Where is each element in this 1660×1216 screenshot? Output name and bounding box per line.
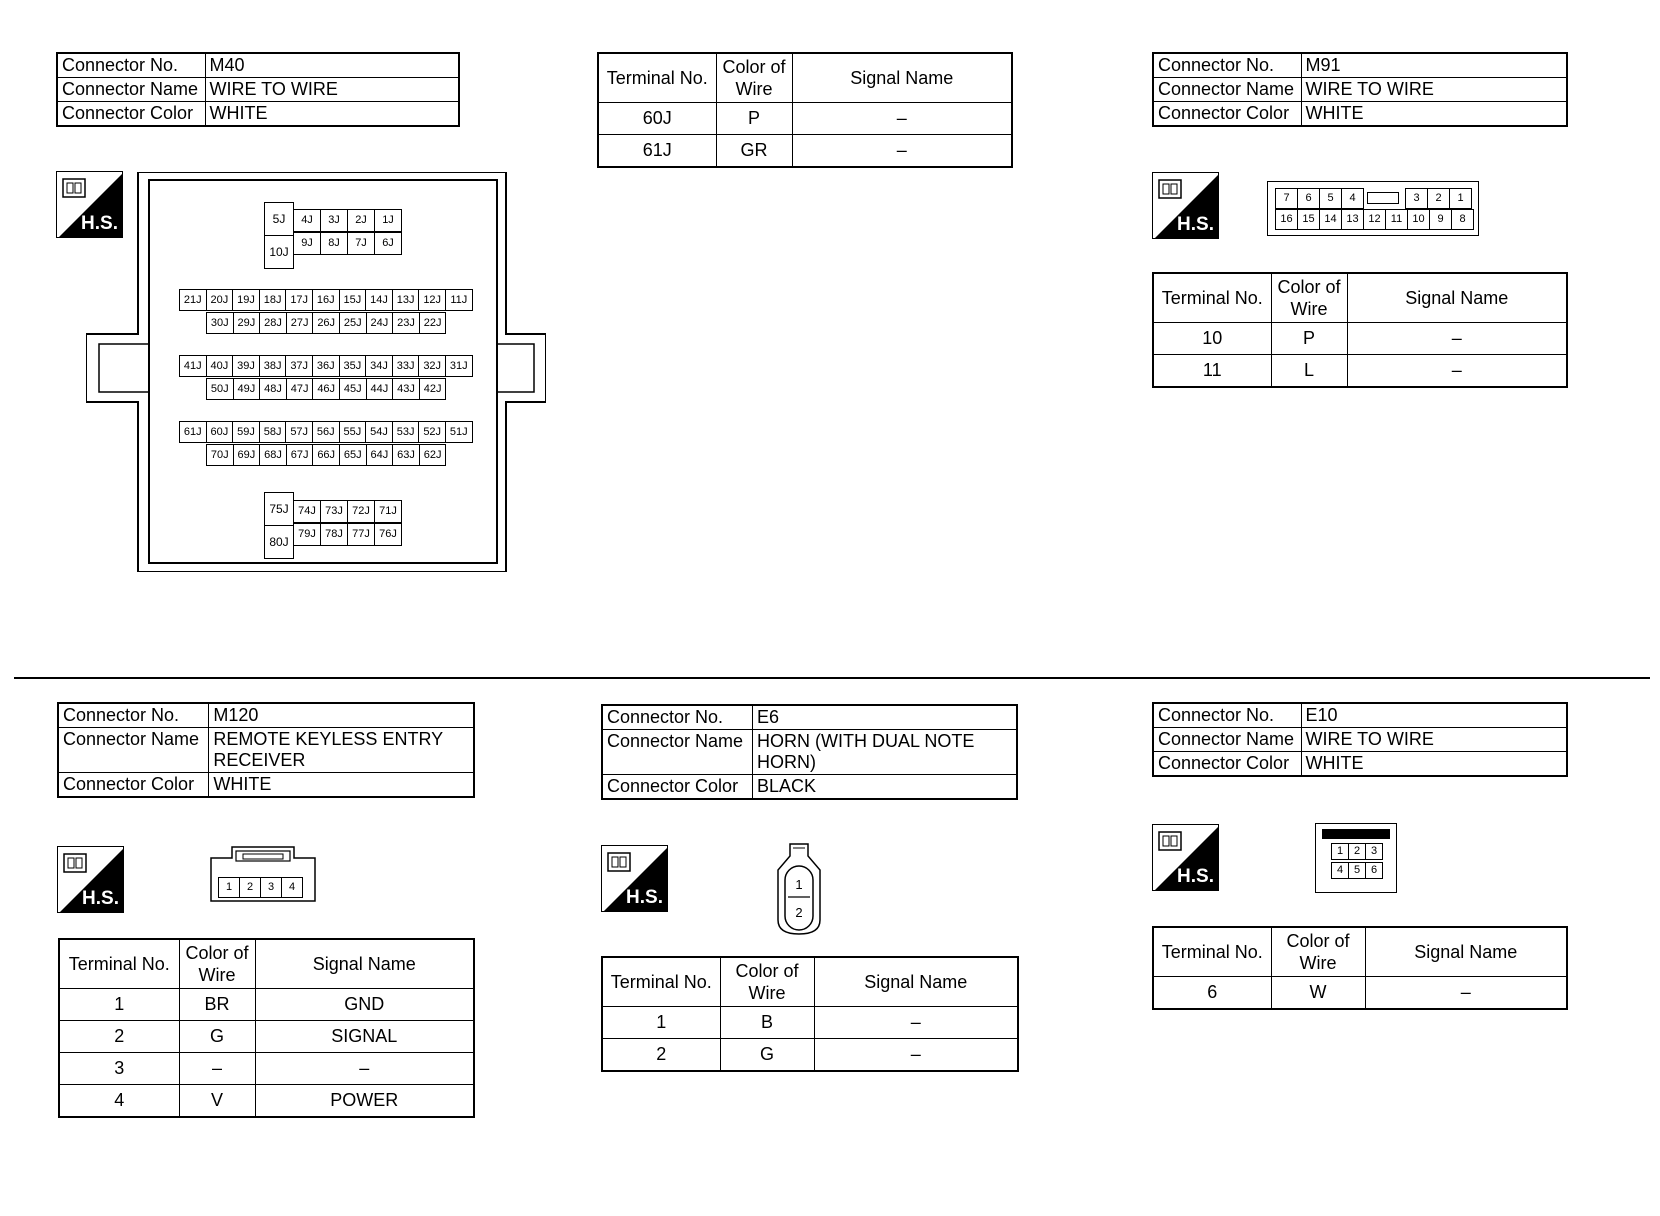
table-row [59, 1053, 474, 1085]
connector-pin: 13 [1341, 209, 1364, 230]
connector-pin: 12 [1363, 209, 1386, 230]
info-label: Connector No. [57, 53, 205, 78]
connector-pin: 22J [419, 312, 447, 334]
info-row [58, 703, 474, 728]
connector-pin: 32J [418, 355, 446, 377]
info-label: Connector Color [58, 773, 209, 798]
connector-pin: 4J [293, 209, 321, 232]
connector-pin: 68J [259, 444, 287, 466]
terminal-no: 10 [1153, 323, 1271, 355]
connector-pin: 46J [312, 378, 340, 400]
e10-info-table [1152, 702, 1568, 777]
connector-pin: 64J [366, 444, 394, 466]
info-value: WHITE [1301, 752, 1567, 777]
info-value: REMOTE KEYLESS ENTRY RECEIVER [209, 728, 474, 773]
terminal-header-row [59, 939, 474, 989]
wire-color: – [179, 1053, 255, 1085]
wire-color: BR [179, 989, 255, 1021]
info-row [1153, 102, 1567, 127]
connector-pin: 60J [206, 421, 234, 443]
m120-pin-grid [210, 846, 316, 902]
connector-pin: 1 [1449, 188, 1472, 209]
terminal-header-row [598, 53, 1012, 103]
connector-pin: 70J [206, 444, 234, 466]
wire-color: V [179, 1085, 255, 1117]
harness-side-icon [1152, 824, 1219, 891]
info-row [1153, 728, 1567, 752]
signal-name: – [1347, 355, 1567, 387]
connector-pin: 45J [339, 378, 367, 400]
info-value: M91 [1301, 53, 1567, 78]
connector-pin: 66J [312, 444, 340, 466]
connector-pin: 3J [320, 209, 348, 232]
info-label: Connector Color [1153, 752, 1301, 777]
hs-label: H.S. [82, 888, 119, 909]
connector-pin: 39J [232, 355, 260, 377]
header-terminal-no: Terminal No. [1153, 927, 1271, 977]
connector-pin: 1 [218, 877, 240, 898]
m91-connector-face [1267, 181, 1479, 236]
connector-pin: 2J [347, 209, 375, 232]
signal-name: POWER [255, 1085, 474, 1117]
connector-pin: 23J [392, 312, 420, 334]
connector-pin: 76J [374, 523, 402, 546]
connector-pin: 7J [347, 232, 375, 255]
info-label: Connector Name [57, 78, 205, 102]
connector-pin: 36J [312, 355, 340, 377]
info-label: Connector Name [1153, 728, 1301, 752]
connector-pin: 10J [264, 235, 294, 269]
info-label: Connector Color [1153, 102, 1301, 127]
connector-pin: 13J [392, 289, 420, 311]
e6-connector-face [776, 842, 822, 936]
header-terminal-no: Terminal No. [598, 53, 716, 103]
signal-name: – [792, 135, 1012, 167]
connector-pin: 6J [374, 232, 402, 255]
connector-pin: 61J [179, 421, 207, 443]
header-signal-name: Signal Name [814, 957, 1018, 1007]
terminal-no: 11 [1153, 355, 1271, 387]
connector-pin: 4 [1331, 862, 1349, 879]
section-divider [14, 677, 1650, 679]
signal-name: – [1365, 977, 1567, 1009]
wire-color: L [1271, 355, 1347, 387]
table-row [598, 135, 1012, 167]
terminal-no: 2 [59, 1021, 179, 1053]
connector-pin: 58J [259, 421, 287, 443]
connector-pin: 37J [285, 355, 313, 377]
connector-pin: 9J [293, 232, 321, 255]
connector-pin: 2 [1348, 843, 1366, 860]
info-row [602, 730, 1017, 775]
connector-pin: 1J [374, 209, 402, 232]
hs-label: H.S. [1177, 214, 1214, 235]
info-value: HORN (WITH DUAL NOTE HORN) [753, 730, 1017, 775]
connector-pin: 48J [259, 378, 287, 400]
connector-pin: 44J [366, 378, 394, 400]
hs-label: H.S. [1177, 866, 1214, 887]
e6-terminal-table [601, 956, 1019, 1072]
header-terminal-no: Terminal No. [59, 939, 179, 989]
e6-info-table [601, 704, 1018, 800]
info-value: E6 [753, 705, 1017, 730]
connector-pin: 57J [285, 421, 313, 443]
connector-pin: 41J [179, 355, 207, 377]
header-terminal-no: Terminal No. [602, 957, 720, 1007]
info-row [57, 53, 459, 78]
connector-pin: 8J [320, 232, 348, 255]
connector-pin: 2 [795, 904, 803, 920]
connector-pin: 55J [339, 421, 367, 443]
connector-pin: 24J [366, 312, 394, 334]
header-color-of-wire: Color of Wire [716, 53, 792, 103]
connector-pin: 29J [233, 312, 261, 334]
connector-pin: 6 [1365, 862, 1383, 879]
terminal-no: 4 [59, 1085, 179, 1117]
harness-side-icon [1152, 172, 1219, 239]
connector-pin: 33J [392, 355, 420, 377]
m91-terminal-table [1152, 272, 1568, 388]
info-label: Connector No. [1153, 703, 1301, 728]
info-label: Connector No. [602, 705, 753, 730]
connector-pin: 40J [206, 355, 234, 377]
header-color-of-wire: Color of Wire [720, 957, 814, 1007]
m40-terminal-table [597, 52, 1013, 168]
terminal-header-row [1153, 273, 1567, 323]
table-row [602, 1007, 1018, 1039]
harness-side-icon [57, 846, 124, 913]
connector-pin: 38J [259, 355, 287, 377]
connector-pin: 75J [264, 492, 294, 526]
signal-name: – [1347, 323, 1567, 355]
connector-pin: 16J [312, 289, 340, 311]
info-value: BLACK [753, 775, 1017, 800]
connector-pin: 35J [339, 355, 367, 377]
info-label: Connector No. [1153, 53, 1301, 78]
info-row [57, 102, 459, 127]
e6-pin-grid [776, 842, 822, 936]
connector-pin: 77J [347, 523, 375, 546]
wire-color: W [1271, 977, 1365, 1009]
connector-pin: 51J [445, 421, 473, 443]
hs-label: H.S. [81, 213, 118, 234]
connector-pin: 2 [1427, 188, 1450, 209]
terminal-header-row [1153, 927, 1567, 977]
wire-color: G [179, 1021, 255, 1053]
terminal-header-row [602, 957, 1018, 1007]
connector-pin: 49J [233, 378, 261, 400]
wire-color: GR [716, 135, 792, 167]
info-value: E10 [1301, 703, 1567, 728]
connector-pin: 25J [339, 312, 367, 334]
e10-connector-face [1315, 823, 1397, 893]
connector-pin: 26J [312, 312, 340, 334]
header-signal-name: Signal Name [255, 939, 474, 989]
table-row [59, 1085, 474, 1117]
hs-label: H.S. [626, 887, 663, 908]
info-row [1153, 53, 1567, 78]
connector-pin: 10 [1407, 209, 1430, 230]
connector-pin: 1 [795, 876, 803, 892]
m91-key-slot [1367, 192, 1399, 204]
connector-pin: 15J [339, 289, 367, 311]
info-row [1153, 752, 1567, 777]
info-row [1153, 703, 1567, 728]
signal-name: SIGNAL [255, 1021, 474, 1053]
info-row [602, 705, 1017, 730]
terminal-no: 6 [1153, 977, 1271, 1009]
connector-pin: 3 [260, 877, 282, 898]
table-row [1153, 977, 1567, 1009]
e10-pin-grid [1316, 824, 1398, 894]
info-value: WIRE TO WIRE [1301, 78, 1567, 102]
m91-info-table [1152, 52, 1568, 127]
connector-pin: 15 [1297, 209, 1320, 230]
info-row [57, 78, 459, 102]
signal-name: GND [255, 989, 474, 1021]
connector-pin: 72J [347, 500, 375, 523]
connector-pin: 67J [286, 444, 314, 466]
info-label: Connector No. [58, 703, 209, 728]
m120-terminal-table [58, 938, 475, 1118]
connector-pin: 18J [259, 289, 287, 311]
connector-pin: 6 [1297, 188, 1320, 209]
connector-pin: 52J [418, 421, 446, 443]
connector-pin: 34J [365, 355, 393, 377]
info-value: M120 [209, 703, 474, 728]
connector-pin: 8 [1451, 209, 1474, 230]
signal-name: – [814, 1039, 1018, 1071]
info-row [602, 775, 1017, 800]
header-color-of-wire: Color of Wire [179, 939, 255, 989]
connector-pin: 73J [320, 500, 348, 523]
terminal-no: 61J [598, 135, 716, 167]
m91-pin-grid [1268, 182, 1480, 237]
connector-pin: 21J [179, 289, 207, 311]
signal-name: – [814, 1007, 1018, 1039]
info-value: WHITE [205, 102, 459, 127]
connector-pin: 11J [445, 289, 473, 311]
info-label: Connector Color [602, 775, 753, 800]
connector-pin: 9 [1429, 209, 1452, 230]
connector-pin: 65J [339, 444, 367, 466]
terminal-no: 1 [602, 1007, 720, 1039]
connector-pin: 7 [1275, 188, 1298, 209]
terminal-no: 1 [59, 989, 179, 1021]
connector-pin: 1 [1331, 843, 1349, 860]
wire-color: B [720, 1007, 814, 1039]
connector-pin: 16 [1275, 209, 1298, 230]
connector-pin: 47J [286, 378, 314, 400]
info-value: WHITE [209, 773, 474, 798]
m40-info-table [56, 52, 460, 127]
m120-info-table [57, 702, 475, 798]
connector-pin: 19J [232, 289, 260, 311]
connector-pin: 42J [419, 378, 447, 400]
connector-pin: 11 [1385, 209, 1408, 230]
connector-pin: 12J [418, 289, 446, 311]
terminal-no: 60J [598, 103, 716, 135]
connector-pin: 28J [259, 312, 287, 334]
m40-connector-face [86, 172, 546, 572]
table-row [59, 989, 474, 1021]
info-value: WIRE TO WIRE [205, 78, 459, 102]
connector-pin: 50J [206, 378, 234, 400]
connector-pin: 5 [1319, 188, 1342, 209]
table-row [1153, 355, 1567, 387]
info-value: WIRE TO WIRE [1301, 728, 1567, 752]
connector-pin: 30J [206, 312, 234, 334]
connector-pin: 27J [286, 312, 314, 334]
connector-pin: 4 [1341, 188, 1364, 209]
connector-pin: 14J [365, 289, 393, 311]
info-label: Connector Name [1153, 78, 1301, 102]
connector-pin: 56J [312, 421, 340, 443]
signal-name: – [255, 1053, 474, 1085]
header-signal-name: Signal Name [1365, 927, 1567, 977]
header-color-of-wire: Color of Wire [1271, 927, 1365, 977]
connector-pin: 17J [285, 289, 313, 311]
connector-pin: 14 [1319, 209, 1342, 230]
connector-pin: 62J [419, 444, 447, 466]
connector-pin: 59J [232, 421, 260, 443]
connector-pin: 3 [1365, 843, 1383, 860]
connector-pin: 80J [264, 525, 294, 559]
info-row [1153, 78, 1567, 102]
header-signal-name: Signal Name [792, 53, 1012, 103]
e10-terminal-table [1152, 926, 1568, 1010]
terminal-no: 2 [602, 1039, 720, 1071]
info-row [58, 728, 474, 773]
header-color-of-wire: Color of Wire [1271, 273, 1347, 323]
info-value: WHITE [1301, 102, 1567, 127]
table-row [1153, 323, 1567, 355]
connector-pin: 43J [392, 378, 420, 400]
harness-side-icon [601, 845, 668, 912]
connector-pin: 69J [233, 444, 261, 466]
table-row [59, 1021, 474, 1053]
wire-color: P [716, 103, 792, 135]
connector-pin: 3 [1405, 188, 1428, 209]
m120-connector-face [210, 846, 316, 902]
table-row [602, 1039, 1018, 1071]
header-terminal-no: Terminal No. [1153, 273, 1271, 323]
header-signal-name: Signal Name [1347, 273, 1567, 323]
wire-color: P [1271, 323, 1347, 355]
info-label: Connector Name [602, 730, 753, 775]
info-label: Connector Name [58, 728, 209, 773]
connector-pin: 5 [1348, 862, 1366, 879]
connector-pin: 79J [293, 523, 321, 546]
connector-pin: 71J [374, 500, 402, 523]
connector-pin: 63J [392, 444, 420, 466]
info-label: Connector Color [57, 102, 205, 127]
info-row [58, 773, 474, 798]
connector-pin: 78J [320, 523, 348, 546]
connector-pin: 20J [206, 289, 234, 311]
terminal-no: 3 [59, 1053, 179, 1085]
connector-pin: 2 [239, 877, 261, 898]
info-value: M40 [205, 53, 459, 78]
m40-pin-grid [86, 172, 546, 572]
signal-name: – [792, 103, 1012, 135]
connector-pin: 74J [293, 500, 321, 523]
connector-pin: 54J [365, 421, 393, 443]
table-row [598, 103, 1012, 135]
connector-pin: 4 [281, 877, 303, 898]
connector-pin: 31J [445, 355, 473, 377]
connector-pin: 5J [264, 202, 294, 236]
connector-pin: 53J [392, 421, 420, 443]
wire-color: G [720, 1039, 814, 1071]
